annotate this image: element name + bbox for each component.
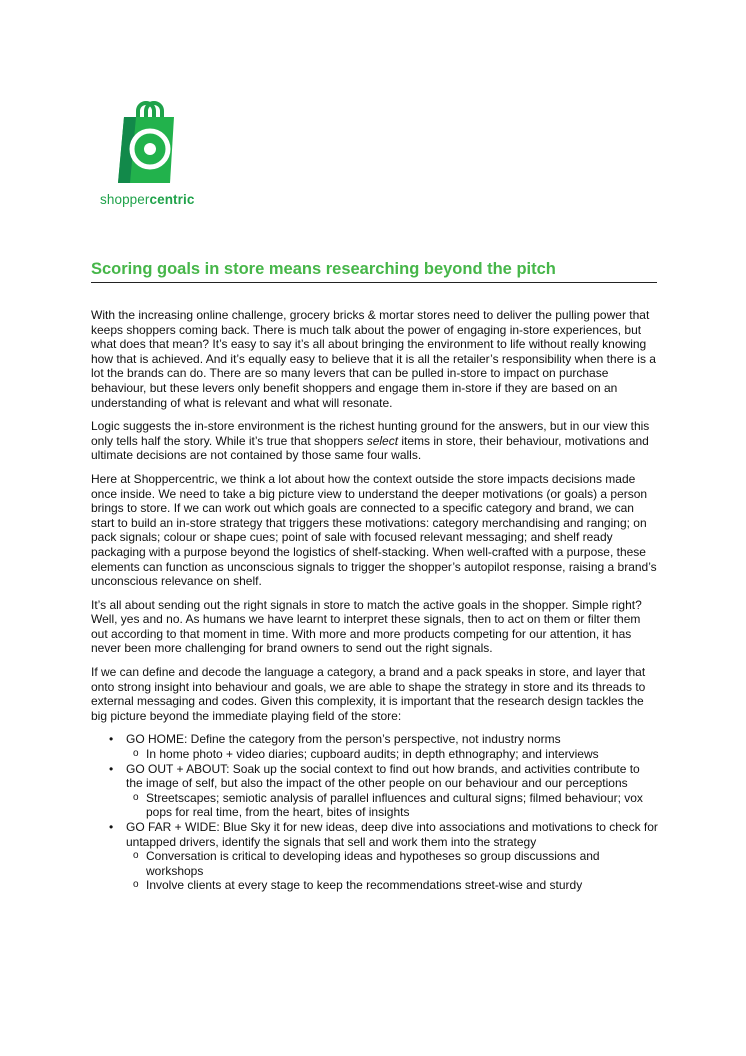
paragraph-text: Logic suggests the in-store environment is the richest hunting ground for the answers, but in our view this only tells half the story. While it’s true that shoppers (91, 419, 650, 448)
paragraph: Here at Shoppercentric, we think a lot about how the context outside the store impacts decisions made once inside. We need to take a big picture view to understand the deeper motivations (or goals) a person brings to store. If we can work out which goals are connected to a specific category and brand, we can start to build an in-store strategy that triggers these motivations: category merchandising and ranging; on pack signals; colour or shape cues; point of sale with focused relevant messaging; and shelf ready packaging with a purpose beyond the logistics of shelf-stacking. When well-crafted with a purpose, these elements can function as unconscious signals to trigger the shopper’s autopilot response, raising a brand’s unconscious relevance on shelf. (91, 471, 657, 589)
paragraph: With the increasing online challenge, grocery bricks & mortar stores need to deliver the pulling power that keeps shoppers coming back. There is much talk about the power of engaging in-store experiences, but what does that mean? It’s easy to say it’s all about bringing the environment to life without really knowing how that is achieved. And it’s equally easy to believe that it is all the retailer’s responsibility when there is a lot the brands can do. There are so many levers that can be pulled in-store to impact on purchase behaviour, but these levers only benefit shoppers and engage them in-store if they are based on an understanding of what is relevant and what will resonate. (91, 308, 656, 410)
logo-wordmark (100, 192, 194, 207)
sub-list-item (91, 791, 659, 820)
bullet: • (109, 761, 114, 776)
sub-list-item-text: In home photo + video diaries; cupboard audits; in depth ethnography; and interviews (146, 747, 599, 762)
list-item-text: GO HOME: Define the category from the person’s perspective, not industry norms (126, 732, 561, 747)
sub-bullet: o (133, 879, 139, 891)
sub-list-item (91, 849, 659, 878)
sub-list (126, 791, 659, 820)
paragraph-emphasis: select (366, 433, 399, 448)
sub-list (126, 849, 659, 893)
paragraph: It’s all about sending out the right signals in store to match the active goals in the shopper. Simple right? Well, yes and no. As humans we have learnt to interpret these signals, then to act on them or filter them out according to that moment in time. With more and more products competing for our attention, it has never been more challenging for brand owners to send out the right signals. (91, 597, 642, 656)
bullet: • (109, 732, 114, 747)
sub-list-item (91, 747, 659, 762)
sub-bullet: o (133, 791, 139, 803)
logo-text-regular: shopper (100, 192, 150, 207)
sub-list-item-text: Streetscapes; semiotic analysis of parallel influences and cultural signs; filmed behaviour; vox pops for real time, from the heart, bites of insights (146, 790, 643, 820)
bullet: • (109, 820, 114, 834)
paragraph-text: items in store, their behaviour, motivations and ultimate decisions are not contained by those same four walls. (91, 433, 649, 463)
sub-list-item-text: Involve clients at every stage to keep the recommendations street-wise and sturdy (146, 878, 583, 893)
paragraph: If we can define and decode the language a category, a brand and a pack speaks in store, and layer that onto strong insight into behaviour and goals, we are able to shape the strategy in store and its threads to external messaging and codes. Given this complexity, it is important that the research design tackles the big picture beyond the immediate playing field of the store: (91, 665, 646, 723)
list-item (91, 732, 659, 761)
paragraph (91, 419, 659, 463)
list-item-text: GO FAR + WIDE: Blue Sky it for new ideas, deep dive into associations and motivations to check for untapped drivers, identify the signals that sell and work them into the strategy (126, 820, 658, 849)
article-body (91, 308, 659, 893)
sub-list-item (91, 878, 659, 893)
logo-text-bold: centric (149, 192, 195, 207)
list-item-text: GO OUT + ABOUT: Soak up the social context to find out how brands, and activities contribute to the image of self, but also the impact of the other people on our behaviour and our perceptions (126, 761, 640, 791)
sub-bullet: o (133, 850, 139, 862)
list-item (91, 762, 659, 820)
page-title: Scoring goals in store means researching beyond the pitch (91, 260, 657, 283)
sub-bullet: o (133, 748, 139, 760)
shopping-bag-target-icon (116, 97, 182, 187)
approach-list (91, 732, 659, 893)
sub-list (126, 747, 659, 762)
list-item (91, 820, 659, 893)
sub-list-item-text: Conversation is critical to developing ideas and hypotheses so group discussions and workshops (146, 849, 600, 878)
logo (92, 97, 212, 212)
